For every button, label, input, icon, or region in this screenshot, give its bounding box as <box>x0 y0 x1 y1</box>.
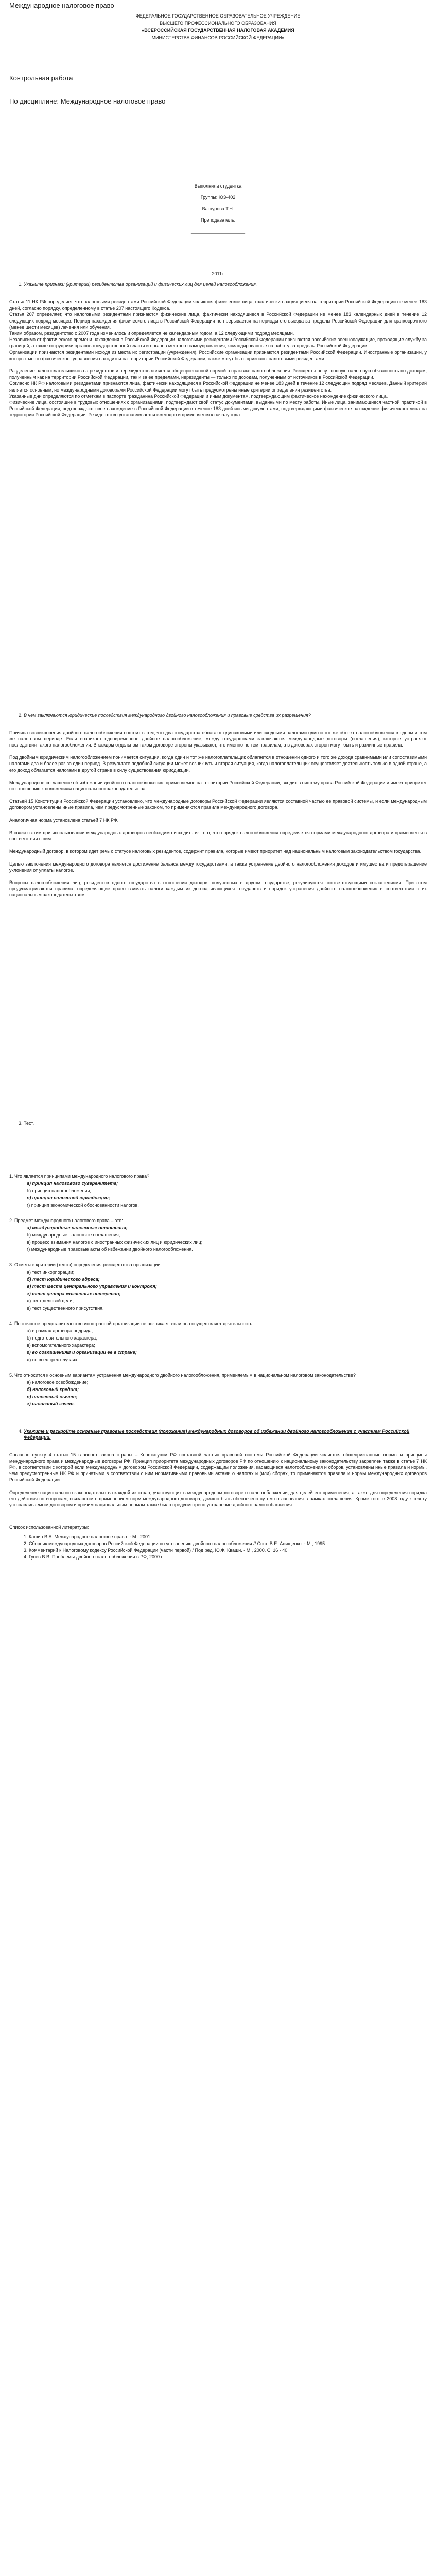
references-heading: Список использованной литературы: <box>9 1524 89 1530</box>
test-heading-text: Тест. <box>24 1120 34 1126</box>
test-question <box>9 1320 427 1363</box>
paragraph: Аналогичная норма установлена статьей 7 НК РФ. <box>9 817 119 823</box>
question-4 <box>9 1428 427 1440</box>
answer-option: б) принцип налогообложения; <box>27 1188 91 1193</box>
answer-option: г) налоговый зачет. <box>27 1401 75 1406</box>
test-question-text: 5. Что относится к основным вариантам устранения международного двойного налогообложения, применяемым в национальном налоговом законодательстве? <box>9 1372 356 1378</box>
test-question <box>9 1261 427 1312</box>
header-line-3: «ВСЕРОССИЙСКАЯ ГОСУДАРСТВЕННАЯ НАЛОГОВАЯ АКАДЕМИЯ <box>142 28 294 33</box>
header-line-2: ВЫСШЕГО ПРОФЕССИОНАЛЬНОГО ОБРАЗОВАНИЯ <box>160 21 276 26</box>
paragraph: Под двойным юридическим налогообложением понимается ситуация, когда один и тот же налогоплательщик облагается в отношении одного и того же дохода сравнимыми или сопоставимыми налогами два и более раз за один период. В результате подобной ситуации может возникнуть и вторая ситуация, когда налогоплательщик осуществляет деятельность только в одной стране, а его доход облагается налогами в другой стране в силу существования юрисдикции. <box>9 755 427 773</box>
reference-item: 3. Комментарий к Налоговому кодексу Российской Федерации (части первой) / Под ред. Ю.Ф. Кваши. - М., 2000. С. 16 - 40. <box>29 1547 427 1554</box>
signature-blank: _____________________ <box>190 229 246 234</box>
answer-option: д) тест деловой цели; <box>27 1298 74 1303</box>
paragraph: Целью заключения международного договора является достижение баланса между государствами, а также устранение двойного налогообложения доходов и имущества и предотвращение уклонения от уплаты налогов. <box>9 861 427 873</box>
paragraph: Таким образом, резидентство с 2007 года изменилось и определяется не календарным годом, а 12 следующими подряд месяцами. <box>9 331 294 336</box>
reference-item: 2. Сборник международных договоров Российской Федерации по устранению двойного налогообложения // Сост. В.Е. Анищенко. - М., 1995. <box>29 1540 427 1547</box>
reference-item: 1. Кашин В.А. Международное налоговое право. - М., 2001. <box>29 1534 427 1540</box>
test-heading <box>9 1120 427 1126</box>
signature-block <box>9 180 427 237</box>
work-type: Контрольная работа <box>9 74 73 82</box>
question-2-text: В чем заключаются юридические последствия международного двойного налогообложения и правовые средства их разрешения? <box>24 712 311 718</box>
section-3-body <box>9 1452 427 1509</box>
test-question <box>9 1173 427 1209</box>
test-question-text: 3. Отметьте критерии (тесты) определения резидентства организации: <box>9 1262 162 1267</box>
answer-option: в) принцип налоговой юрисдикции; <box>27 1195 110 1200</box>
paragraph: Организации признаются резидентами исходя из места их регистрации (учреждения). Российские организации признаются резидентами Российской Федерации. Иностранные организации, у которых место фактического управления находится на территории Российской Федерации, также могут быть признаны налоговыми резидентами. <box>9 349 427 361</box>
paragraph: Физические лица, состоящие в трудовых отношениях с организациями, подтверждают свой статус документами, выданными по месту работы. Иные лица, занимающиеся частной практикой в Российской Федерации, подтверждают свое нахождение в Российской Федерации в течение 183 дней иными документами, подтверждающими фактическое нахождение физического лица на территории Российской Федерации. Резидентство устанавливается ежегодно и применяется к началу года. <box>9 400 427 418</box>
answer-option: г) тест центра жизненных интересов; <box>27 1291 121 1296</box>
question-1 <box>9 281 427 287</box>
paragraph: Международное соглашение об избежании двойного налогообложения, применяемое на территории Российской Федерации, входит в систему права Российской Федерации и имеет приоритет по отношению к положениям национального законодательства. <box>9 779 427 792</box>
paragraph: Согласно НК РФ налоговыми резидентами признаются лица, фактически находящиеся в Российской Федерации не менее 183 дней в течение 12 следующих подряд месяцев. Данный критерий является основным, но международными договорами Российской Федерации могут быть предусмотрены иные критерии определения резидентства. <box>9 381 427 393</box>
paragraph: Вопросы налогообложения лиц, резидентов одного государства в отношении доходов, полученных в другом государстве, регулируются соответствующими соглашениями. При этом предусматриваются правила, определяющие право взимать налоги каждым из договаривающихся государств и порядок устранения двойного налогообложения в соответствии с их национальным законодательством. <box>9 879 427 898</box>
test-questions <box>9 1173 427 1408</box>
paragraph: Статья 207 определяет, что налоговыми резидентами признаются физические лица, фактически находящиеся в Российской Федерации не менее 183 календарных дней в течение 12 следующих подряд месяцев. Период нахождения физического лица в Российской Федерации не прерывается на периоды его выезда за пределы Российской Федерации для краткосрочного (менее шести месяцев) лечения или обучения. <box>9 312 427 330</box>
done-by: Выполнила студентка <box>194 183 242 189</box>
institution-header <box>9 12 427 41</box>
test-question-text: 2. Предмет международного налогового права – это: <box>9 1217 123 1223</box>
answer-option: г) принцип экономической обоснованности налогов. <box>27 1202 139 1208</box>
answer-option: г) во соглашениям и организации ее в стране; <box>27 1349 137 1355</box>
year: 2011г. <box>212 271 224 276</box>
reference-item: 4. Гусев В.В. Проблемы двойного налогообложения в РФ, 2000 г. <box>29 1554 427 1561</box>
answer-option: б) налоговый кредит; <box>27 1386 79 1392</box>
document-title: Международное налоговое право <box>9 2 114 9</box>
paragraph: Согласно пункту 4 статьи 15 главного закона страны – Конституции РФ составной частью правовой системы Российской Федерации являются общепризнанные нормы и принципы международного права и международные договоры РФ. Принцип приоритета международных договоров РФ по отношению к национальному законодательству закреплен также в статье 7 НК РФ, в соответствии с которой если международным договором Российской Федерации, содержащим положения, касающиеся налогообложения и сборов, установлены иные правила и нормы, чем предусмотренные НК РФ и принятыми в соответствии с ним нормативными правовыми актами о налогах и (или) сборах, то применяются правила и нормы международных договоров Российской Федерации. <box>9 1452 427 1483</box>
question-2 <box>9 712 427 718</box>
paragraph: Международный договор, в котором идет речь о статусе налоговых резидентов, содержит правила, которые имеют приоритет над национальным налоговым законодательством государства. <box>9 849 422 854</box>
answer-option: в) налоговый вычет; <box>27 1394 78 1399</box>
answer-option: в) процесс взимания налогов с иностранных физических лиц и юридических лиц; <box>27 1239 203 1245</box>
test-question-text: 4. Постоянное представительство иностранной организации не возникает, если она осуществляет деятельность: <box>9 1320 254 1326</box>
header-line-1: ФЕДЕРАЛЬНОЕ ГОСУДАРСТВЕННОЕ ОБРАЗОВАТЕЛЬНОЕ УЧРЕЖДЕНИЕ <box>135 13 301 19</box>
section-1-body <box>9 299 427 418</box>
answer-option: в) тест места центрального управления и контроля; <box>27 1283 157 1289</box>
references-list <box>9 1534 427 1561</box>
student-name: Вагнурова Т.Н. <box>202 206 234 211</box>
subject-line: По дисциплине: Международное налоговое право <box>9 97 166 105</box>
paragraph: Разделение налогоплательщиков на резидентов и нерезидентов является общепризнанной нормой в практике налогообложения. Резиденты несут полную налоговую обязанность по доходам, полученным как на территории Российской Федерации, так и за ее пределами, нерезиденты — только по доходам, полученным от источников в Российской Федерации. <box>9 368 427 380</box>
answer-option: б) тест юридического адреса; <box>27 1276 100 1282</box>
answer-option: а) принцип налогового суверенитета; <box>27 1180 118 1186</box>
section-2-body <box>9 730 427 899</box>
test-question <box>9 1371 427 1408</box>
answer-option: а) в рамках договора подряда; <box>27 1328 93 1333</box>
test-question <box>9 1217 427 1253</box>
paragraph: Статья 11 НК РФ определяет, что налоговыми резидентами Российской Федерации являются физические лица, фактически находящиеся на территории Российской Федерации не менее 183 дней, согласно порядку, определенному в статье 207 настоящего Кодекса. <box>9 299 427 311</box>
answer-option: д) во всех трех случаях. <box>27 1357 79 1362</box>
answer-option: б) международные налоговые соглашения; <box>27 1232 120 1238</box>
teacher-label: Преподаватель: <box>200 217 236 223</box>
answer-option: б) подготовительного характера; <box>27 1335 97 1341</box>
question-4-text: Укажите и раскройте основные правовые последствия (положения) международных договоров об избежании двойного налогообложения с участием Российской Федерации. <box>24 1428 410 1440</box>
paragraph: В связи с этим при использовании международных договоров необходимо исходить из того, что порядок налогообложения определяется нормами международного договора и применяется в соответствии с ним. <box>9 829 427 842</box>
paragraph: Причина возникновения двойного налогообложения состоит в том, что два государства облагают одинаковыми или сходными налогами один и тот же объект налогообложения в одном и том же налоговом периоде. Если возникает одновременное двойное налогообложение, между государствами заключаются международные договоры (соглашения), которые устраняют последствия такого налогообложения. В каждом отдельном таком договоре стороны указывают, что именно по тем правилам, а в договорах сторон могут быть и различные правила. <box>9 730 427 748</box>
paragraph: Определение национального законодательства каждой из стран, участвующих в международном договоре о налогообложении, для целей его применения, а также для определения порядка его действия по вопросам, связанным с применением норм международного договора, должно быть обеспечено путем согласования в рамках соглашения. Кроме того, в 2008 году к тексту устанавливаемым договором и прочим национальным нормам также было предусмотрено устранение двойного налогообложения. <box>9 1489 427 1507</box>
answer-option: а) тест инкорпорации; <box>27 1269 75 1275</box>
answer-option: в) вспомогательного характера; <box>27 1342 95 1348</box>
paragraph: Статьей 15 Конституции Российской Федерации установлено, что международные договоры Российской Федерации являются составной частью ее правовой системы, и если международным договором установлены иные правила, чем предусмотренные законом, то применяются правила международного договора. <box>9 799 427 810</box>
answer-option: а) международные налоговые отношения; <box>27 1225 128 1230</box>
answer-option: г) международные правовые акты об избежании двойного налогообложения. <box>27 1246 193 1252</box>
header-line-4: МИНИСТЕРСТВА ФИНАНСОВ РОССИЙСКОЙ ФЕДЕРАЦИИ» <box>151 35 285 40</box>
paragraph: Независимо от фактического времени нахождения в Российской Федерации налоговыми резидентами Российской Федерации признаются российские военнослужащие, проходящие службу за границей, а также сотрудники органов государственной власти и органов местного самоуправления, командированные на работу за пределы Российской Федерации. <box>9 337 427 349</box>
question-1-text: Укажите признаки (критерии) резидентства организаций и физических лиц для целей налогообложения. <box>24 282 257 287</box>
answer-option: е) тест существенного присутствия. <box>27 1305 104 1311</box>
paragraph: Указанные дни определяются по отметкам в паспорте гражданина Российской Федерации и иным документам, подтверждающим фактическое нахождение физического лица. <box>9 393 388 399</box>
answer-option: а) налоговое освобождение; <box>27 1379 89 1385</box>
test-question-text: 1. Что является принципами международного налогового права? <box>9 1173 150 1179</box>
group: Группы: ЮЗ-402 <box>200 195 236 200</box>
